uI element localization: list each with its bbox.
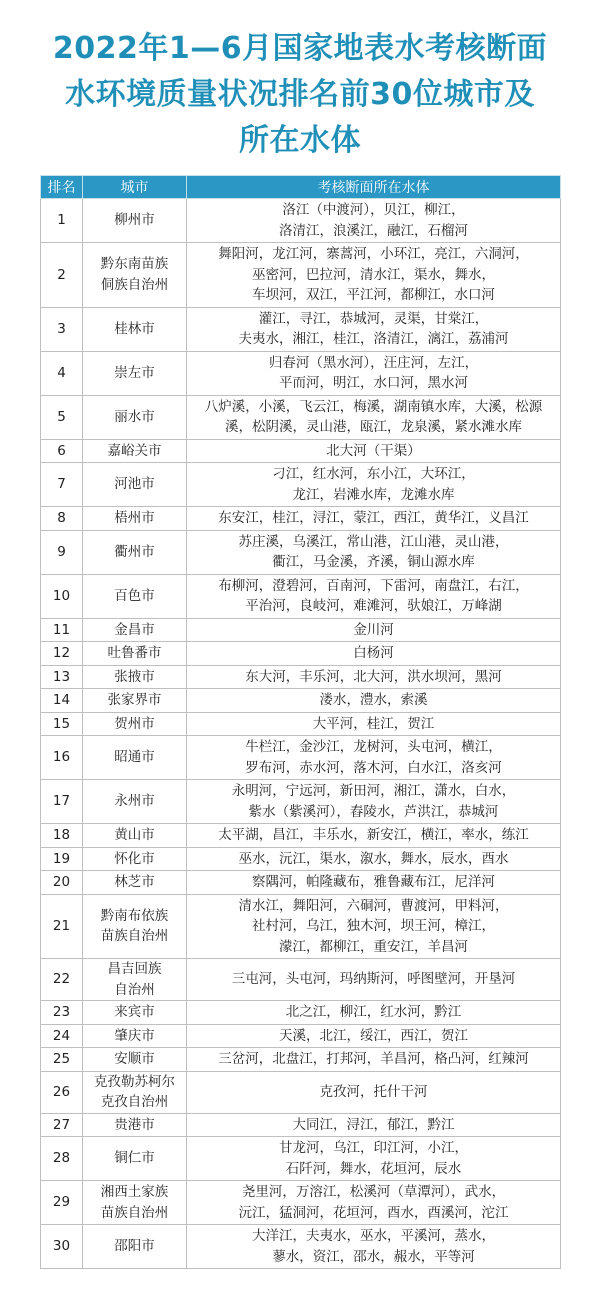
rank-cell: 16: [41, 736, 83, 780]
water-body-line: 车坝河，双江，平江河，都柳江，水口河: [252, 287, 495, 303]
rank-cell: 14: [41, 689, 83, 713]
water-body-line: 平治河，良岐河，难滩河，驮娘江，万峰湖: [245, 598, 502, 614]
city-line: 梧州市: [114, 510, 155, 526]
table-row: [41, 780, 561, 824]
table-row: [41, 530, 561, 574]
water-body-line: 永明河，宁远河，新田河，湘江，潇水，白水，: [231, 783, 516, 799]
rank-cell: 11: [41, 618, 83, 642]
water-body-line: 八炉溪，小溪，飞云江，梅溪，湖南镇水库，大溪，松源: [204, 398, 543, 415]
table-row: [41, 824, 561, 848]
water-body-line: 布柳河，澄碧河，百南河，下雷河，南盘江，右江，: [218, 577, 529, 594]
water-body-line: 三岔河，北盘江，打邦河，羊昌河，格凸河，红辣河: [218, 1051, 529, 1067]
city-line: 铜仁市: [114, 1150, 155, 1167]
rank-cell: 20: [41, 871, 83, 895]
water-body-line: 甘龙河，乌江，印江河，小江，: [279, 1140, 468, 1156]
table-row: [41, 1225, 561, 1269]
table-row: [41, 847, 561, 871]
city-cell: [83, 243, 187, 308]
table-row: [41, 395, 561, 439]
table-row: [41, 507, 561, 531]
table-row: [41, 894, 561, 959]
city-line: 柳州市: [114, 212, 155, 229]
table-row: [41, 439, 561, 463]
rank-cell: 2: [41, 243, 83, 308]
water-body-line: 大平河，桂江，贺江: [312, 715, 435, 732]
water-body-cell: [187, 780, 561, 824]
table-row: [41, 712, 561, 736]
city-line: 苗族自治州: [100, 928, 169, 945]
water-body-line: 察隅河，帕隆藏布，雅鲁藏布江，尼洋河: [252, 874, 495, 890]
header-water-body: 考核断面所在水体: [187, 176, 561, 199]
water-body-cell: [187, 871, 561, 895]
water-body-line: 金川河: [353, 621, 394, 638]
water-body-cell: [187, 712, 561, 736]
city-line: 来宾市: [114, 1004, 155, 1020]
city-cell: [83, 1225, 187, 1269]
city-line: 吐鲁番市: [107, 645, 162, 661]
city-line: 黄山市: [114, 827, 155, 843]
table-row: [41, 199, 561, 243]
table-row: [41, 1024, 561, 1048]
water-body-line: 大洋江，夫夷水，巫水，平溪河，蒸水，: [252, 1228, 495, 1244]
city-cell: [83, 618, 187, 642]
rank-cell: 22: [41, 959, 83, 1001]
water-body-line: 濛江，都柳江，重安江，羊昌河: [279, 938, 468, 955]
table-row: [41, 1001, 561, 1025]
water-body-line: 牛栏江，金沙江，龙树河，头屯河，横江，: [245, 739, 502, 755]
rank-cell: 10: [41, 574, 83, 618]
water-body-line: 衢江，马金溪，齐溪，铜山源水库: [272, 554, 475, 570]
rank-cell: 7: [41, 463, 83, 507]
table-row: [41, 574, 561, 618]
city-cell: [83, 959, 187, 1001]
city-cell: [83, 712, 187, 736]
rank-cell: 15: [41, 712, 83, 736]
rank-cell: 28: [41, 1137, 83, 1181]
table-row: [41, 665, 561, 689]
water-body-line: 克孜河，托什干河: [319, 1083, 428, 1100]
title-line: 2022年1—6月国家地表水考核断面: [52, 31, 548, 66]
water-body-line: 溇水，澧水，索溪: [319, 692, 428, 708]
water-body-line: 三屯河，头屯河，玛纳斯河，呼图壁河，开垦河: [231, 971, 516, 988]
city-line: 邵阳市: [114, 1238, 155, 1255]
city-cell: [83, 847, 187, 871]
header-rank: 排名: [41, 176, 83, 199]
city-cell: [83, 439, 187, 463]
rank-cell: 9: [41, 530, 83, 574]
city-line: 贵港市: [114, 1116, 155, 1133]
city-cell: [83, 780, 187, 824]
table-row: [41, 1181, 561, 1225]
water-body-cell: [187, 1181, 561, 1225]
rank-cell: 25: [41, 1048, 83, 1072]
city-line: 克孜勒苏柯尔: [94, 1073, 175, 1090]
city-cell: [83, 199, 187, 243]
city-line: 嘉峪关市: [107, 442, 162, 459]
table-row: [41, 642, 561, 666]
water-body-line: 舞阳河，龙江河，寨蒿河，小环江，亮江，六洞河，: [218, 246, 529, 262]
city-line: 昌吉回族: [107, 961, 162, 977]
water-body-cell: [187, 736, 561, 780]
water-body-cell: [187, 618, 561, 642]
city-cell: [83, 642, 187, 666]
city-cell: [83, 1113, 187, 1137]
water-body-cell: [187, 959, 561, 1001]
water-body-line: 罗布河，赤水河，落木河，白水江，洛亥河: [245, 759, 502, 776]
table-row: [41, 1137, 561, 1181]
water-body-line: 沅江，猛洞河，花垣河，酉水，酉溪河，沱江: [238, 1204, 509, 1221]
city-line: 河池市: [114, 476, 155, 493]
water-body-cell: [187, 530, 561, 574]
rank-cell: 19: [41, 847, 83, 871]
rank-cell: 23: [41, 1001, 83, 1025]
water-body-line: 清水江，舞阳河，六硐河，曹渡河，甲料河，: [238, 897, 509, 914]
city-cell: [83, 1048, 187, 1072]
city-line: 永州市: [114, 793, 155, 810]
water-body-cell: [187, 1024, 561, 1048]
city-line: 安顺市: [114, 1051, 155, 1067]
water-body-cell: [187, 1071, 561, 1113]
rank-cell: 30: [41, 1225, 83, 1269]
city-cell: [83, 689, 187, 713]
city-line: 崇左市: [114, 364, 155, 381]
table-row: [41, 736, 561, 780]
water-body-cell: [187, 395, 561, 439]
city-line: 侗族自治州: [100, 276, 169, 293]
city-line: 衢州市: [114, 543, 155, 560]
water-body-cell: [187, 1048, 561, 1072]
water-body-cell: [187, 824, 561, 848]
ranking-table: [40, 175, 561, 1269]
city-line: 湘西土家族: [100, 1184, 169, 1200]
table-row: [41, 1071, 561, 1113]
water-body-cell: [187, 689, 561, 713]
water-body-line: 社村河，乌江，独木河，坝王河，樟江，: [252, 918, 495, 934]
water-body-cell: [187, 463, 561, 507]
rank-cell: 17: [41, 780, 83, 824]
water-body-line: 溪，松阴溪，灵山港，瓯江，龙泉溪，紧水滩水库: [225, 419, 522, 435]
water-body-cell: [187, 199, 561, 243]
city-cell: [83, 1181, 187, 1225]
water-body-line: 龙江，岩滩水库，龙滩水库: [292, 486, 455, 503]
city-cell: [83, 351, 187, 395]
water-body-line: 太平湖，昌江，丰乐水，新安江，横江，率水，练江: [218, 827, 529, 843]
table-row: [41, 463, 561, 507]
table-row: [41, 1113, 561, 1137]
city-cell: [83, 894, 187, 959]
water-body-cell: [187, 1137, 561, 1181]
rank-cell: 29: [41, 1181, 83, 1225]
water-body-cell: [187, 665, 561, 689]
water-body-line: 巫密河，巴拉河，清水江，渠水，舞水，: [252, 266, 495, 283]
water-body-line: 平而河，明江，水口河，黑水河: [279, 375, 468, 391]
city-cell: [83, 395, 187, 439]
water-body-line: 紫水（紫溪河），舂陵水，芦洪江，恭城河: [248, 803, 499, 820]
rank-cell: 8: [41, 507, 83, 531]
city-line: 桂林市: [114, 320, 155, 337]
table-row: [41, 959, 561, 1001]
table-row: [41, 1048, 561, 1072]
city-cell: [83, 1001, 187, 1025]
water-body-cell: [187, 894, 561, 959]
table-row: [41, 689, 561, 713]
water-body-line: 天溪，北江，绥江，西江，贺江: [279, 1027, 468, 1044]
table-body: [41, 199, 561, 1269]
table-row: [41, 871, 561, 895]
rank-cell: 5: [41, 395, 83, 439]
city-cell: [83, 307, 187, 351]
city-line: 苗族自治州: [100, 1204, 169, 1221]
water-body-line: 东大河，丰乐河，北大河，洪水坝河，黑河: [245, 668, 502, 685]
rank-cell: 6: [41, 439, 83, 463]
water-body-line: 白杨河: [353, 645, 394, 661]
city-line: 张掖市: [114, 668, 155, 685]
city-line: 昭通市: [114, 749, 155, 766]
table-row: [41, 618, 561, 642]
city-cell: [83, 1137, 187, 1181]
city-cell: [83, 507, 187, 531]
water-body-line: 刁江，红水河，东小江，大环江，: [272, 466, 475, 482]
rank-cell: 21: [41, 894, 83, 959]
city-line: 贺州市: [114, 715, 155, 732]
page-title: [0, 0, 600, 164]
table-row: [41, 307, 561, 351]
city-line: 黔东南苗族: [100, 256, 169, 273]
water-body-cell: [187, 351, 561, 395]
header-city: 城市: [83, 176, 187, 199]
rank-cell: 1: [41, 199, 83, 243]
city-line: 怀化市: [114, 850, 155, 867]
title-line: 水环境质量状况排名前30位城市及: [65, 77, 535, 112]
city-line: 百色市: [114, 587, 155, 604]
water-body-cell: [187, 574, 561, 618]
water-body-cell: [187, 507, 561, 531]
title-line: 所在水体: [239, 123, 361, 158]
city-line: 丽水市: [114, 408, 155, 425]
city-cell: [83, 871, 187, 895]
city-line: 林芝市: [114, 874, 155, 890]
rank-cell: 13: [41, 665, 83, 689]
rank-cell: 3: [41, 307, 83, 351]
water-body-line: 苏庄溪，乌溪江，常山港，江山港，灵山港，: [238, 533, 509, 550]
city-cell: [83, 824, 187, 848]
water-body-line: 尧里河，万溶江，松溪河（草潭河），武水，: [241, 1184, 506, 1200]
city-cell: [83, 1024, 187, 1048]
city-cell: [83, 574, 187, 618]
water-body-line: 石阡河，舞水，花垣河，辰水: [285, 1160, 462, 1177]
water-body-cell: [187, 847, 561, 871]
table-row: [41, 243, 561, 308]
water-body-line: 巫水，沅江，渠水，溆水，舞水，辰水，酉水: [238, 850, 509, 867]
water-body-line: 蓼水，资江，邵水，赧水，平等河: [272, 1248, 475, 1265]
rank-cell: 12: [41, 642, 83, 666]
table-row: [41, 351, 561, 395]
city-cell: [83, 736, 187, 780]
city-line: 克孜自治州: [100, 1094, 169, 1110]
city-cell: [83, 463, 187, 507]
city-line: 黔南布依族: [100, 907, 169, 924]
city-line: 张家界市: [107, 692, 162, 708]
water-body-cell: [187, 1001, 561, 1025]
rank-cell: 27: [41, 1113, 83, 1137]
city-cell: [83, 665, 187, 689]
water-body-line: 北之江，柳江，红水河，黔江: [285, 1004, 462, 1020]
table-header-row: [41, 176, 561, 199]
water-body-line: 洛清江，浪溪江，融江，石榴河: [279, 222, 468, 239]
water-body-line: 灌江，寻江，恭城河，灵渠，甘棠江，: [258, 310, 489, 327]
water-body-cell: [187, 243, 561, 308]
water-body-cell: [187, 1225, 561, 1269]
water-body-line: 夫夷水，湘江，桂江，洛清江，漓江，荔浦河: [238, 331, 509, 347]
city-line: 金昌市: [114, 621, 155, 638]
rank-cell: 18: [41, 824, 83, 848]
city-line: 肇庆市: [114, 1027, 155, 1044]
water-body-cell: [187, 642, 561, 666]
water-body-line: 北大河（干渠）: [326, 442, 421, 459]
city-cell: [83, 530, 187, 574]
water-body-line: 洛江（中渡河），贝江，柳江，: [282, 202, 465, 218]
rank-cell: 26: [41, 1071, 83, 1113]
water-body-line: 东安江，桂江，浔江，蒙江，西江，黄华江，义昌江: [218, 510, 529, 526]
water-body-cell: [187, 1113, 561, 1137]
water-body-cell: [187, 307, 561, 351]
city-cell: [83, 1071, 187, 1113]
rank-cell: 24: [41, 1024, 83, 1048]
water-body-line: 归春河（黑水河），汪庄河，左江，: [268, 354, 479, 371]
water-body-cell: [187, 439, 561, 463]
city-line: 自治州: [114, 981, 155, 998]
water-body-line: 大同江，浔江，郁江，黔江: [292, 1116, 455, 1133]
rank-cell: 4: [41, 351, 83, 395]
